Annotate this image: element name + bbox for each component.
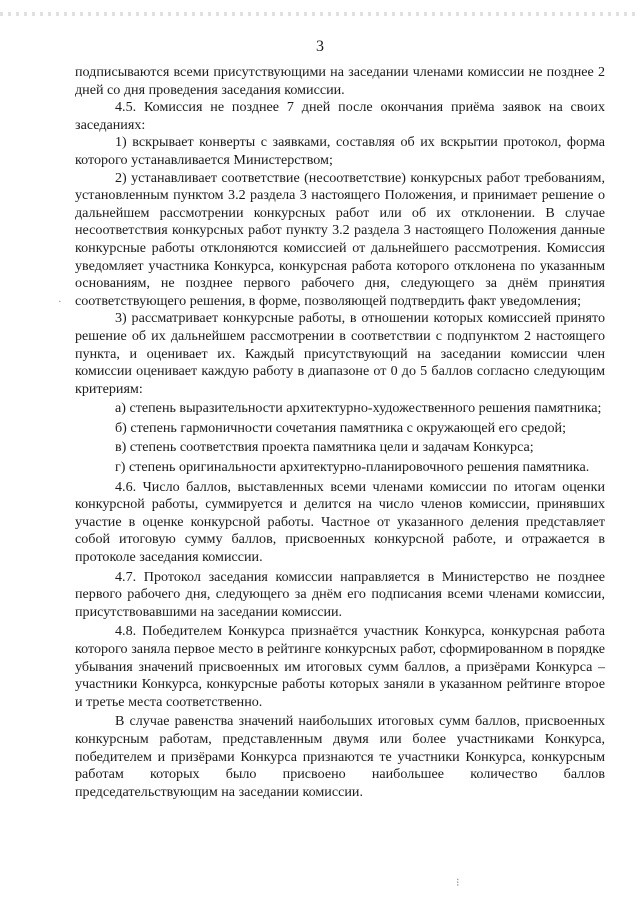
paragraph-4-5-item-1: 1) вскрывает конверты с заявками, составляя об их вскрытии протокол, форма которого устанавливается Министерством;: [75, 134, 605, 168]
paragraph-4-8: 4.8. Победителем Конкурса признаётся участник Конкурса, конкурсная работа которого заняла первое место в рейтинге конкурсных работ, сформированном в порядке убывания значений присвоенных им итоговых сумм баллов, а призёрами Конкурса – участники Конкурса, конкурсные работы которых заняли в указанном рейтинге второе и третье места соответственно.: [75, 623, 605, 710]
scan-edge-artifact: [0, 12, 640, 16]
criterion-b: б) степень гармоничности сочетания памятника с окружающей его средой;: [115, 419, 566, 436]
page-number: 3: [316, 38, 324, 55]
document-body: [75, 64, 605, 801]
paragraph-4-5: 4.5. Комиссия не позднее 7 дней после окончания приёма заявок на своих заседаниях:: [75, 99, 605, 133]
criterion-v: в) степень соответствия проекта памятника цели и задачам Конкурса;: [115, 439, 534, 456]
scan-speck: ⁝: [456, 877, 460, 889]
paragraph-tie-rule: В случае равенства значений наибольших итоговых сумм баллов, присвоенных конкурсным работам, представленным двумя или более участниками Конкурса, победителем и призёрами Конкурса признаются те участники Конкурса, конкурсным работам которых было присвоено наибольшее количество баллов председательствующим на заседании комиссии.: [75, 713, 605, 800]
paragraph-4-7: 4.7. Протокол заседания комиссии направляется в Министерство не позднее первого рабочего дня, следующего за днём его подписания всеми членами комиссии, присутствовавшими на заседании комиссии.: [75, 568, 605, 620]
criterion-a: а) степень выразительности архитектурно-художественного решения памятника;: [115, 400, 602, 417]
paragraph-continuation: подписываются всеми присутствующими на заседании членами комиссии не позднее 2 дней со дня проведения заседания комиссии.: [75, 64, 605, 98]
criterion-g: г) степень оригинальности архитектурно-планировочного решения памятника.: [115, 459, 590, 476]
scan-speck: ·: [58, 296, 62, 308]
paragraph-4-5-item-2: 2) устанавливает соответствие (несоответствие) конкурсных работ требованиям, установленным пунктом 3.2 раздела 3 настоящего Положения, и принимает решение о дальнейшем рассмотрении конкурсных работ или об их отклонении. В случае несоответствия конкурсных работ пункту 3.2 раздела 3 настоящего Положения данные конкурсные работы отклоняются комиссией от дальнейшего рассмотрения. Комиссия уведомляет участника Конкурса, конкурсная работа которого отклонена по указанным основаниям, не позднее первого рабочего дня, следующего за днём принятия соответствующего решения, в форме, позволяющей подтвердить факт уведомления;: [75, 169, 605, 309]
paragraph-4-5-item-3: 3) рассматривает конкурсные работы, в отношении которых комиссией принято решение об их дальнейшем рассмотрении в соответствии с подпунктом 2 настоящего пункта, и оценивает их. Каждый присутствующий на заседании комиссии член комиссии оценивает каждую работу в диапазоне от 0 до 5 баллов согласно следующим критериям:: [75, 310, 605, 397]
paragraph-4-6: 4.6. Число баллов, выставленных всеми членами комиссии по итогам оценки конкурсной работы, суммируется и делится на число членов комиссии, принявших участие в оценке конкурсной работы. Частное от указанного деления представляет собой итоговую сумму баллов, присвоенных конкурсной работе, и отражается в протоколе заседания комиссии.: [75, 478, 605, 566]
